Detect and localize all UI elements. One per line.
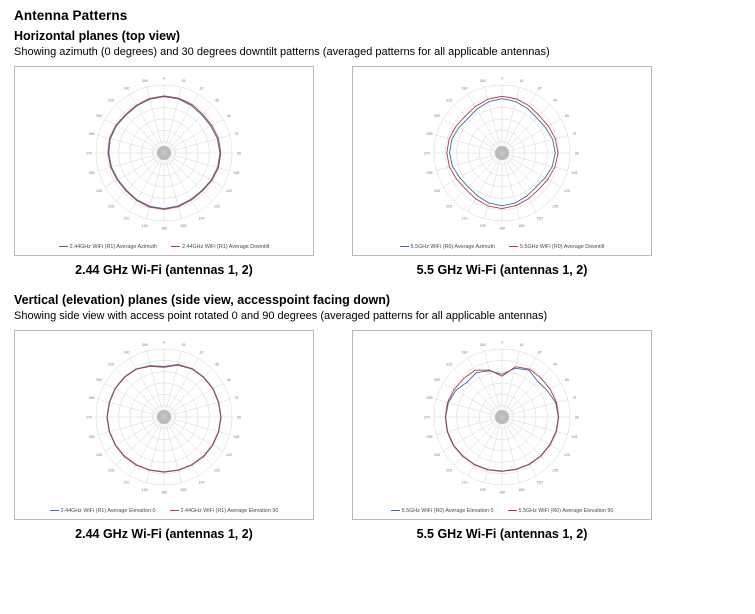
svg-text:255: 255 [426,434,433,439]
svg-text:30: 30 [199,86,204,91]
svg-text:210: 210 [461,216,468,221]
svg-text:180: 180 [161,226,167,231]
chart-caption-v-244: 2.44 GHz Wi-Fi (antennas 1, 2) [75,526,253,541]
svg-text:330: 330 [123,350,130,355]
polar-chart-v-55 [352,330,652,520]
svg-text:270: 270 [86,151,92,156]
chart-row-vertical [14,330,745,541]
svg-text:45: 45 [553,98,558,103]
svg-text:135: 135 [552,204,559,209]
svg-text:180: 180 [499,226,505,231]
svg-text:315: 315 [445,98,452,103]
polar-chart-v-244 [14,330,314,520]
section-subtext-vertical: Showing side view with access point rotated 0 and 90 degrees (averaged patterns for all applicable antennas) [14,309,548,322]
svg-text:165: 165 [518,487,525,492]
svg-text:300: 300 [434,113,441,118]
legend-v-55 [353,508,651,514]
svg-text:315: 315 [107,362,114,367]
svg-text:30: 30 [537,86,542,91]
svg-text:105: 105 [233,170,240,175]
svg-text:120: 120 [563,188,570,193]
svg-text:210: 210 [123,216,130,221]
chart-block-v-55 [352,330,652,541]
svg-text:165: 165 [180,487,187,492]
section-heading-vertical: Vertical (elevation) planes (side view, accesspoint facing down) [14,292,391,307]
legend-label: 2.44GHz WiFi (R1) Average Azimuth [69,243,157,250]
svg-text:330: 330 [461,86,468,91]
svg-text:270: 270 [424,415,430,420]
svg-text:240: 240 [434,188,441,193]
legend-swatch-blue-icon [50,510,59,511]
svg-text:300: 300 [96,113,103,118]
legend-swatch-red-icon [170,510,179,511]
svg-text:225: 225 [445,204,452,209]
legend-item [170,508,279,514]
legend-label: 2.44GHz WiFi (R1) Average Elevation 90 [180,507,279,514]
svg-text:0: 0 [163,76,165,81]
svg-text:60: 60 [564,377,569,382]
svg-text:225: 225 [445,468,452,473]
svg-text:195: 195 [141,223,148,228]
chart-caption-h-244: 2.44 GHz Wi-Fi (antennas 1, 2) [75,262,253,277]
svg-text:150: 150 [536,216,543,221]
chart-block-h-55 [352,66,652,277]
svg-text:345: 345 [479,342,486,347]
svg-text:0: 0 [501,76,503,81]
legend-swatch-red-icon [171,246,180,247]
legend-label: 5.5GHz WiFi (R0) Average Downtilt [520,243,605,250]
chart-block-v-244 [14,330,314,541]
chart-row-horizontal [14,66,745,277]
svg-text:30: 30 [537,350,542,355]
page-title: Antenna Patterns [14,8,128,23]
legend-item [59,244,157,250]
legend-v-244 [15,508,313,514]
svg-text:90: 90 [237,415,241,420]
section-spacer [14,277,745,293]
svg-text:120: 120 [225,452,232,457]
svg-text:315: 315 [445,362,452,367]
polar-chart-h-55 [352,66,652,256]
svg-text:225: 225 [107,468,114,473]
svg-text:15: 15 [519,342,524,347]
svg-text:45: 45 [215,362,220,367]
svg-text:210: 210 [461,480,468,485]
svg-text:150: 150 [198,480,205,485]
svg-text:210: 210 [123,480,130,485]
legend-item [391,508,494,514]
svg-text:75: 75 [572,395,577,400]
legend-label: 2.44GHz WiFi (R1) Average Downtilt [182,243,270,250]
legend-item [400,244,495,250]
legend-swatch-blue-icon [59,246,68,247]
svg-text:105: 105 [233,434,240,439]
chart-caption-h-55: 5.5 GHz Wi-Fi (antennas 1, 2) [416,262,588,277]
legend-item [508,508,614,514]
svg-text:75: 75 [234,131,239,136]
svg-text:15: 15 [181,342,186,347]
svg-text:165: 165 [518,223,525,228]
legend-label: 5.5GHz WiFi (R0) Average Azimuth [410,243,495,250]
svg-text:90: 90 [237,151,241,156]
svg-text:75: 75 [234,395,239,400]
svg-text:345: 345 [141,342,148,347]
chart-block-h-244 [14,66,314,277]
legend-h-244 [15,244,313,250]
svg-text:315: 315 [107,98,114,103]
svg-text:300: 300 [96,377,103,382]
svg-text:180: 180 [499,490,505,495]
svg-text:60: 60 [226,377,231,382]
svg-text:300: 300 [434,377,441,382]
svg-text:255: 255 [88,170,95,175]
svg-text:75: 75 [572,131,577,136]
svg-text:285: 285 [88,131,95,136]
legend-swatch-blue-icon [391,510,400,511]
svg-text:195: 195 [479,487,486,492]
polar-plot-v-244-svg [15,331,313,519]
svg-text:150: 150 [536,480,543,485]
legend-item [50,508,156,514]
legend-item [171,244,269,250]
svg-text:60: 60 [564,113,569,118]
svg-text:120: 120 [563,452,570,457]
section-subtext-horizontal: Showing azimuth (0 degrees) and 30 degrees downtilt patterns (averaged patterns for all applicable antennas) [14,46,550,58]
legend-swatch-blue-icon [400,246,409,247]
svg-text:255: 255 [426,170,433,175]
svg-text:60: 60 [226,113,231,118]
svg-text:90: 90 [575,415,579,420]
svg-text:120: 120 [225,188,232,193]
polar-plot-v-55-svg [353,331,651,519]
svg-text:225: 225 [107,204,114,209]
svg-text:165: 165 [180,223,187,228]
svg-text:195: 195 [141,487,148,492]
legend-label: 2.44GHz WiFi (R1) Average Elevation 0 [60,507,156,514]
legend-h-55 [353,244,651,250]
svg-text:0: 0 [501,340,503,345]
legend-label: 5.5GHz WiFi (R0) Average Elevation 90 [518,507,614,514]
svg-text:45: 45 [215,98,220,103]
svg-text:15: 15 [519,78,524,83]
legend-item [509,244,604,250]
svg-text:135: 135 [552,468,559,473]
svg-text:30: 30 [199,350,204,355]
polar-plot-h-244-svg [15,67,313,255]
svg-text:330: 330 [461,350,468,355]
svg-text:105: 105 [571,434,578,439]
polar-plot-h-55-svg [353,67,651,255]
svg-text:135: 135 [214,468,221,473]
svg-text:345: 345 [141,78,148,83]
svg-text:255: 255 [88,434,95,439]
svg-text:15: 15 [181,78,186,83]
polar-chart-h-244 [14,66,314,256]
svg-text:195: 195 [479,223,486,228]
svg-text:285: 285 [88,395,95,400]
svg-text:0: 0 [163,340,165,345]
svg-text:240: 240 [96,188,103,193]
svg-text:285: 285 [426,131,433,136]
legend-swatch-red-icon [508,510,517,511]
svg-text:180: 180 [161,490,167,495]
section-heading-horizontal: Horizontal planes (top view) [14,29,180,43]
svg-text:90: 90 [575,151,579,156]
svg-text:345: 345 [479,78,486,83]
svg-text:285: 285 [426,395,433,400]
legend-swatch-red-icon [509,246,518,247]
svg-text:330: 330 [123,86,130,91]
svg-text:240: 240 [96,452,103,457]
svg-text:45: 45 [553,362,558,367]
legend-label: 5.5GHz WiFi (R0) Average Elevation 0 [401,507,494,514]
svg-text:105: 105 [571,170,578,175]
chart-caption-v-55: 5.5 GHz Wi-Fi (antennas 1, 2) [416,526,588,541]
svg-text:270: 270 [86,415,92,420]
svg-text:135: 135 [214,204,221,209]
svg-text:150: 150 [198,216,205,221]
svg-text:270: 270 [424,151,430,156]
svg-text:240: 240 [434,452,441,457]
